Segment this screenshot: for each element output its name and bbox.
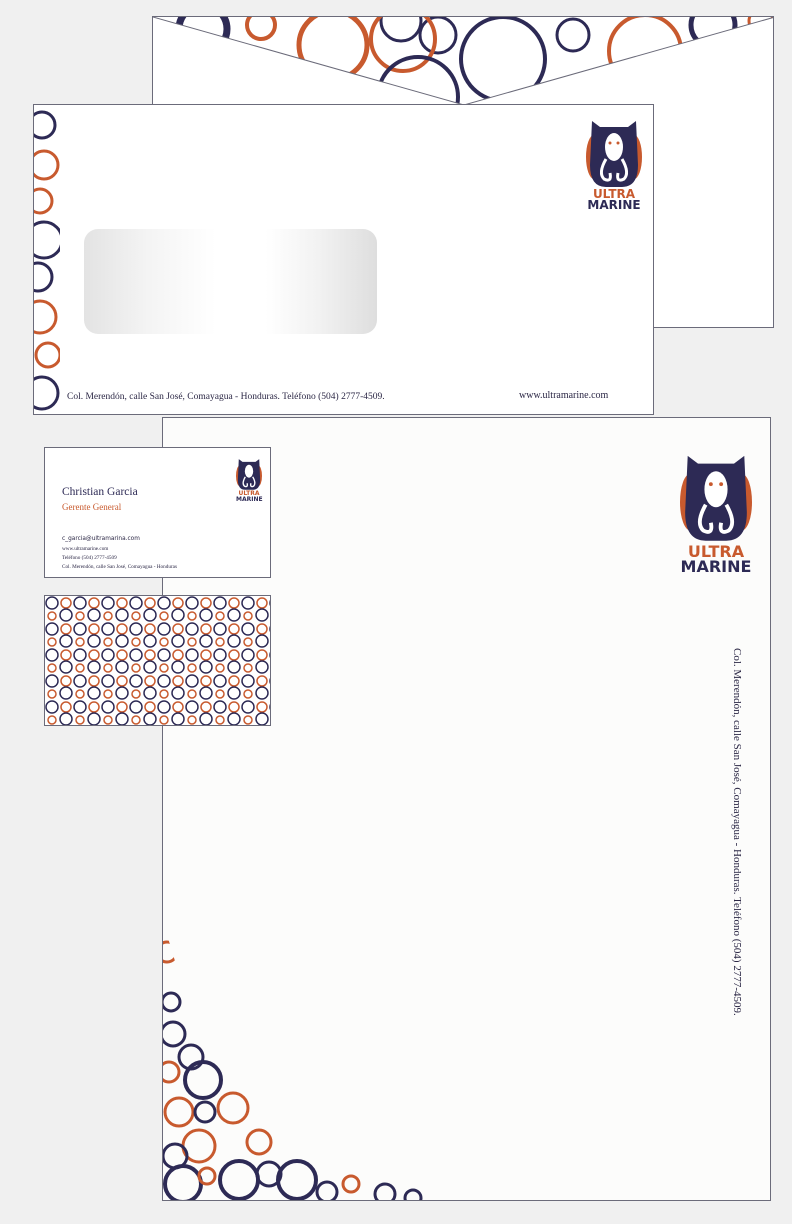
letterhead-address-vertical: Col. Merendón, calle San José, Comayagua - Honduras. Teléfono (504) 2777-4509. — [731, 648, 743, 1016]
card-person-name: Christian Garcia — [62, 486, 138, 498]
logo-word-ultra: ULTRA — [687, 542, 745, 561]
envelope-front — [33, 104, 654, 415]
logo-wordmark — [236, 491, 262, 502]
logo-word-ultra: ULTRA — [238, 490, 260, 497]
octopus-logo-icon — [680, 450, 752, 544]
envelope-address: Col. Merendón, calle San José, Comayagua - Honduras. Teléfono (504) 2777-4509. — [67, 392, 385, 402]
envelope-logo — [586, 117, 642, 212]
logo-word-marine: MARINE — [587, 198, 641, 213]
envelope-website: www.ultramarine.com — [519, 390, 609, 401]
card-email: c_garcia@ultramarina.com — [62, 536, 140, 542]
envelope-window — [84, 229, 377, 334]
logo-wordmark — [586, 189, 642, 212]
card-address: Col. Merendón, calle San José, Comayagua - Honduras — [62, 564, 177, 570]
card-website: www.ultramarine.com — [62, 546, 109, 552]
business-card-front — [44, 447, 271, 578]
logo-word-marine: MARINE — [680, 557, 752, 577]
octopus-logo-icon — [586, 117, 642, 189]
letterhead-logo — [680, 450, 752, 577]
logo-wordmark — [680, 542, 752, 577]
bubble-border-left — [34, 105, 60, 415]
bubble-pattern — [45, 596, 271, 726]
card-logo — [236, 457, 262, 502]
octopus-logo-icon — [236, 457, 262, 491]
logo-word-marine: MARINE — [236, 495, 263, 503]
card-phone: Teléfono (504) 2777-4509 — [62, 555, 117, 561]
business-card-back — [44, 595, 271, 726]
bubble-corner-pattern — [163, 912, 493, 1201]
card-person-role: Gerente General — [62, 502, 122, 512]
logo-word-ultra: ULTRA — [592, 187, 636, 201]
